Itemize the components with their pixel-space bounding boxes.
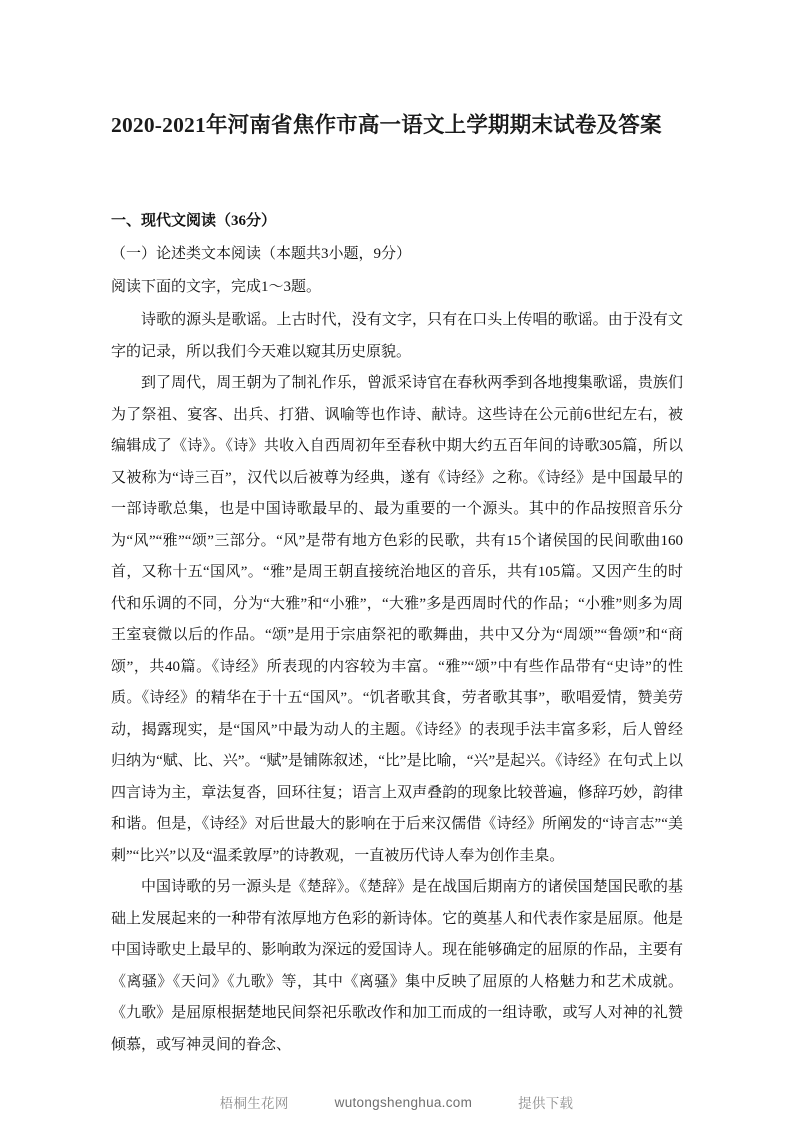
subsection-heading-argumentative-text: （一）论述类文本阅读（本题共3小题，9分） bbox=[111, 246, 412, 262]
page-title: 2020-2021年河南省焦作市高一语文上学期期末试卷及答案 bbox=[111, 113, 662, 138]
page-footer bbox=[0, 1092, 793, 1112]
footer-download-label: 提供下载 bbox=[518, 1096, 574, 1111]
paragraph-3: 中国诗歌的另一源头是《楚辞》。《楚辞》是在战国后期南方的诸侯国楚国民歌的基础上发展起来的一种带有浓厚地方色彩的新诗体。它的奠基人和代表作家是屈原。他是中国诗歌史上最早的、影响敢为深远的爱国诗人。现在能够确定的屈原的作品，主要有《离骚》《天问》《九歌》等，其中《离骚》集中反映了屈原的人格魅力和艺术成就。《九歌》是屈原根据楚地民间祭祀乐歌改作和加工而成的一组诗歌，或写人对神的礼赞倾慕，或写神灵间的眷念、 bbox=[111, 879, 683, 1053]
reading-instruction: 阅读下面的文字，完成1～3题。 bbox=[111, 279, 322, 295]
document-body bbox=[111, 206, 683, 1061]
section-heading-modern-reading: 一、现代文阅读（36分） bbox=[111, 213, 277, 229]
footer-site-url: wutongshenghua.com bbox=[334, 1094, 473, 1110]
paragraph-2: 到了周代，周王朝为了制礼作乐，曾派采诗官在春秋两季到各地搜集歌谣，贵族们为了祭祖、宴客、出兵、打猎、讽喻等也作诗、献诗。这些诗在公元前6世纪左右，被编辑成了《诗》。《诗》共收入自西周初年至春秋中期大约五百年间的诗歌305篇，所以又被称为“诗三百”，汉代以后被尊为经典，遂有《诗经》之称。《诗经》是中国最早的一部诗歌总集，也是中国诗歌最早的、最为重要的一个源头。其中的作品按照音乐分为“风”“雅”“颂”三部分。“风”是带有地方色彩的民歌，共有15个诸侯国的民间歌曲160首，又称十五“国风”。“雅”是周王朝直接统治地区的音乐，共有105篇。又因产生的时代和乐调的不同，分为“大雅”和“小雅”，“大雅”多是西周时代的作品；“小雅”则多为周王室衰微以后的作品。“颂”是用于宗庙祭祀的歌舞曲，共中又分为“周颂”“鲁颂”和“商颂”，共40篇。《诗经》所表现的内容较为丰富。“雅”“颂”中有些作品带有“史诗”的性质。《诗经》的精华在于十五“国风”。“饥者歌其食，劳者歌其事”，歌唱爱情，赞美劳动，揭露现实，是“国风”中最为动人的主题。《诗经》的表现手法丰富多彩，后人曾经归纳为“赋、比、兴”。“赋”是铺陈叙述，“比”是比喻，“兴”是起兴。《诗经》在句式上以四言诗为主，章法复沓，回环往复；语言上双声叠韵的现象比较普遍，修辞巧妙，韵律和谐。但是，《诗经》对后世最大的影响在于后来汉儒借《诗经》所阐发的“诗言志”“美刺”“比兴”以及“温柔敦厚”的诗教观，一直被历代诗人奉为创作圭臬。 bbox=[111, 375, 683, 864]
footer-site-name: 梧桐生花网 bbox=[219, 1096, 289, 1111]
paragraph-1: 诗歌的源头是歌谣。上古时代，没有文字，只有在口头上传唱的歌谣。由于没有文字的记录，所以我们今天难以窥其历史原貌。 bbox=[111, 312, 683, 360]
